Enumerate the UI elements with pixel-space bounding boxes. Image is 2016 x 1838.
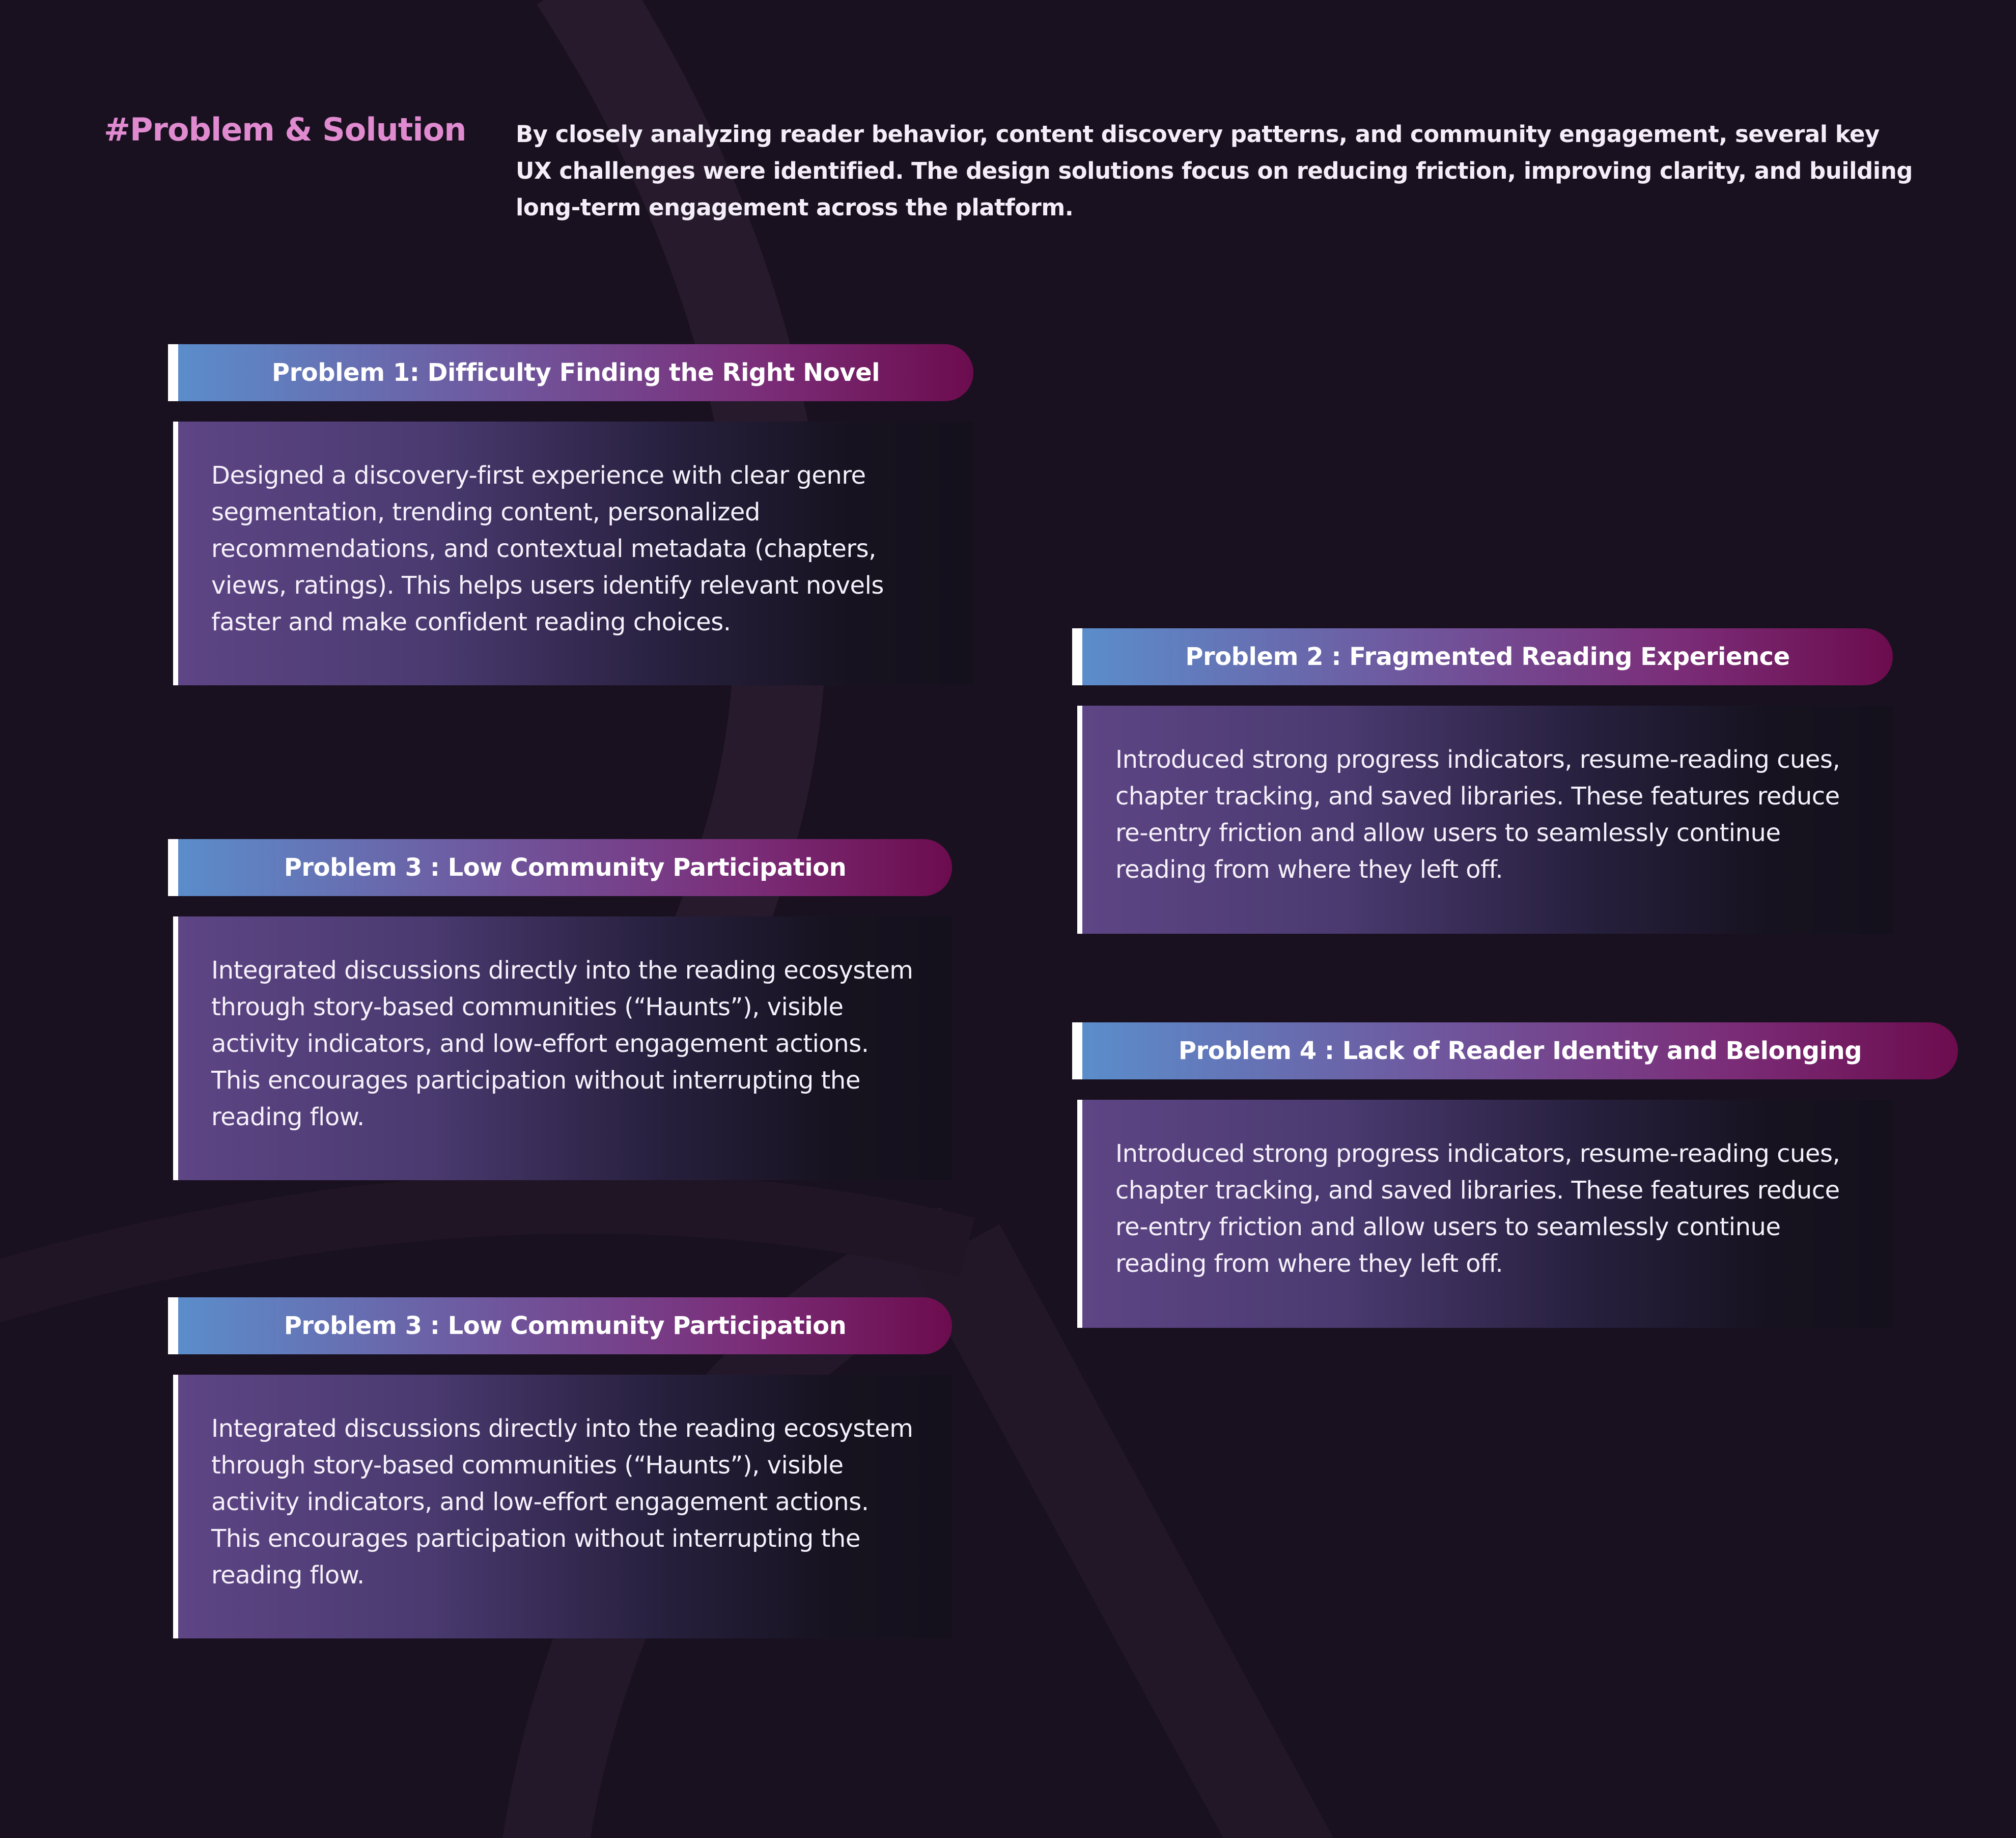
problem-card-description: Integrated discussions directly into the reading ecosystem through story-based communities (“Haunts”), visible activity indicators, and low-effort engagement actions. This encourages participation without interrupting the reading flow. [211, 1414, 913, 1590]
problem-card-body [173, 916, 952, 1180]
problem-card-header [168, 344, 973, 401]
problem-card-4 [1072, 1022, 1958, 1328]
intro-paragraph: By closely analyzing reader behavior, content discovery patterns, and community engagement, several key UX challenges were identified. The design solutions focus on reducing friction, improving clarity, and building long-term engagement across the platform. [516, 121, 1913, 221]
problem-card-body [1077, 1100, 1893, 1328]
problem-card-header [1072, 628, 1893, 685]
problem-card-title: Problem 2 : Fragmented Reading Experience [1185, 643, 1790, 671]
problem-card-body [173, 422, 973, 685]
problem-card-title: Problem 4 : Lack of Reader Identity and Belonging [1178, 1037, 1862, 1065]
problem-card-description: Integrated discussions directly into the reading ecosystem through story-based communities (“Haunts”), visible activity indicators, and low-effort engagement actions. This encourages participation without interrupting the reading flow. [211, 956, 913, 1131]
problem-card-title: Problem 1: Difficulty Finding the Right Novel [271, 358, 880, 387]
problem-card-header [168, 1297, 952, 1354]
problem-card-2 [1072, 628, 1893, 934]
problem-card-body [1077, 706, 1893, 934]
section-title: #Problem & Solution [104, 111, 466, 148]
problem-card-description: Designed a discovery-first experience with clear genre segmentation, trending content, personalized recommendations, and contextual metadata (chapters, views, ratings). This helps users identify relevant novels faster and make confident reading choices. [211, 461, 884, 636]
problem-card-description: Introduced strong progress indicators, resume-reading cues, chapter tracking, and saved libraries. These features reduce re-entry friction and allow users to seamlessly continue reading from where they left off. [1115, 745, 1840, 884]
problem-card-1 [168, 344, 973, 685]
problem-card-header [1072, 1022, 1958, 1079]
problem-card-description: Introduced strong progress indicators, resume-reading cues, chapter tracking, and saved libraries. These features reduce re-entry friction and allow users to seamlessly continue reading from where they left off. [1115, 1139, 1840, 1278]
problem-card-3 [168, 839, 952, 1180]
problem-card-header [168, 839, 952, 896]
problem-card-5 [168, 1297, 952, 1638]
problem-card-title: Problem 3 : Low Community Participation [284, 853, 847, 882]
problem-card-title: Problem 3 : Low Community Participation [284, 1312, 847, 1340]
problem-card-body [173, 1375, 952, 1638]
